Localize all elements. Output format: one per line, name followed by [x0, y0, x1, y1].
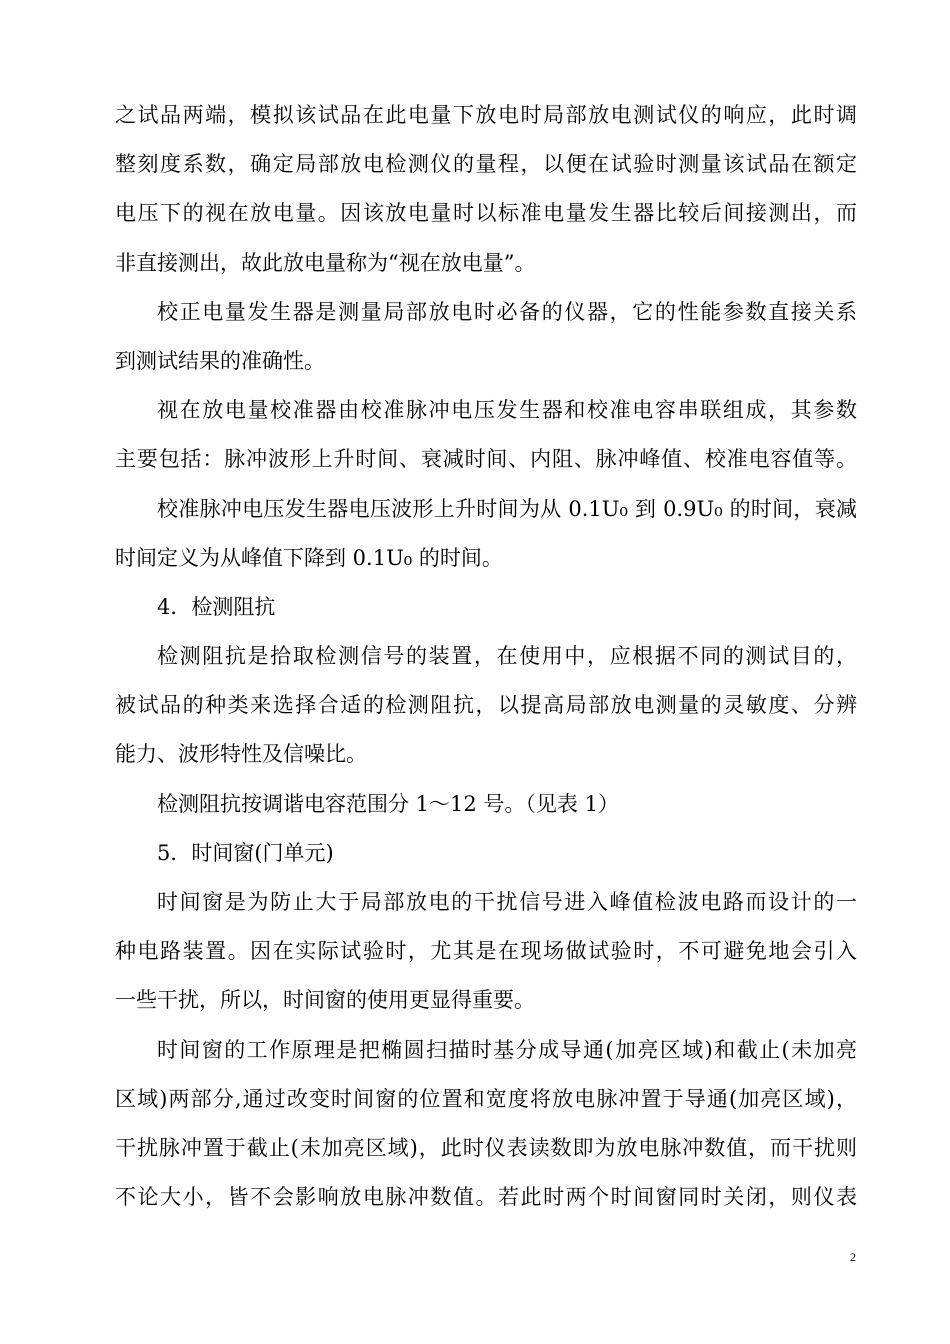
text-line: 种电路装置。因在实际试验时，尤其是在现场做试验时，不可避免地会引入 — [115, 939, 857, 964]
text-line: 能力、波形特性及信噪比。 — [115, 742, 367, 767]
text-line: 校准脉冲电压发生器电压波形上升时间为从 0.1U₀ 到 0.9U₀ 的时间，衰减 — [157, 496, 857, 521]
text-line: 之试品两端，模拟该试品在此电量下放电时局部放电测试仪的响应，此时调 — [115, 103, 857, 127]
text-line: 区域)两部分,通过改变时间窗的位置和宽度将放电脉冲置于导通(加亮区域)， — [115, 1086, 857, 1111]
text-line: 时间窗的工作原理是把椭圆扫描时基分成导通(加亮区域)和截止(未加亮 — [157, 1037, 857, 1062]
text-line: 主要包括：脉冲波形上升时间、衰减时间、内阻、脉冲峰值、校准电容值等。 — [115, 447, 857, 472]
document-body — [115, 91, 857, 1222]
text-line: 整刻度系数，确定局部放电检测仪的量程，以便在试验时测量该试品在额定 — [115, 152, 857, 177]
page-number: 2 — [850, 1250, 856, 1264]
text-line: 校正电量发生器是测量局部放电时必备的仪器，它的性能参数直接关系 — [157, 299, 857, 324]
text-line: 一些干扰，所以，时间窗的使用更显得重要。 — [115, 988, 535, 1013]
text-line: 检测阻抗是拾取检测信号的装置，在使用中，应根据不同的测试目的， — [157, 644, 857, 669]
text-line: 时间定义为从峰值下降到 0.1U₀ 的时间。 — [115, 545, 503, 570]
text-line: 到测试结果的准确性。 — [115, 348, 325, 373]
text-line: 视在放电量校准器由校准脉冲电压发生器和校准电容串联组成，其参数 — [157, 398, 857, 423]
text-line: 检测阻抗按调谐电容范围分 1～12 号。（见表 1） — [157, 791, 619, 816]
text-line: 干扰脉冲置于截止(未加亮区域)，此时仪表读数即为放电脉冲数值，而干扰则 — [115, 1135, 857, 1160]
section-heading: 5．时间窗(门单元) — [157, 840, 334, 865]
section-heading: 4．检测阻抗 — [157, 594, 276, 619]
text-line: 电压下的视在放电量。因该放电量时以标准电量发生器比较后间接测出，而 — [115, 201, 857, 226]
text-line: 不论大小，皆不会影响放电脉冲数值。若此时两个时间窗同时关闭，则仪表 — [115, 1185, 857, 1210]
text-line: 时间窗是为防止大于局部放电的干扰信号进入峰值检波电路而设计的一 — [157, 890, 857, 914]
text-line: 非直接测出，故此放电量称为“视在放电量”。 — [115, 250, 536, 275]
text-line: 被试品的种类来选择合适的检测阻抗，以提高局部放电测量的灵敏度、分辨 — [115, 693, 857, 718]
